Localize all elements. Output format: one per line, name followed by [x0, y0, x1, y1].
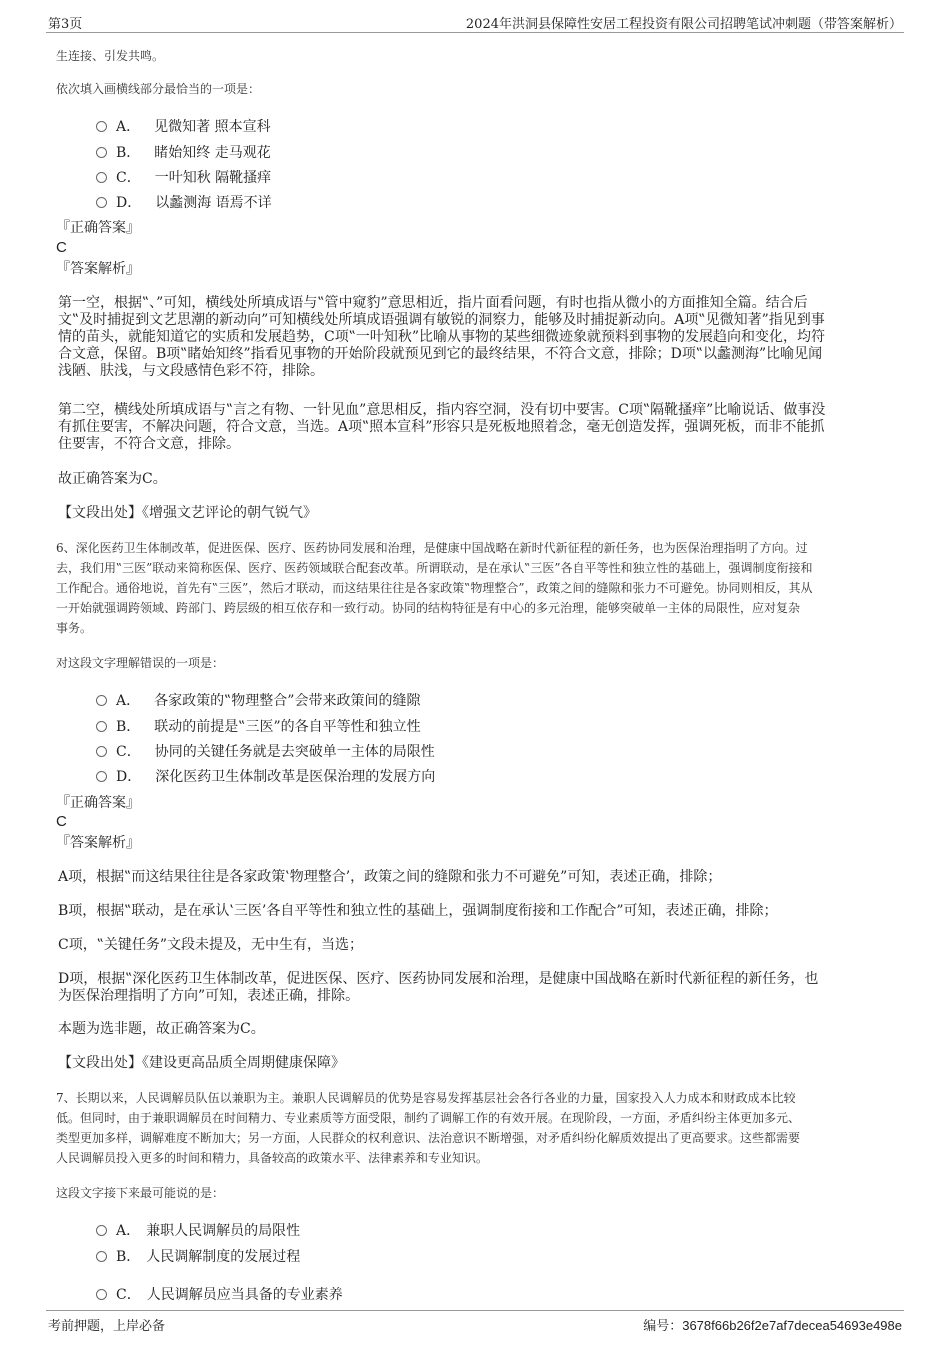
- radio-icon[interactable]: [96, 721, 107, 732]
- q7-stem: 7、长期以来，人民调解员队伍以兼职为主。兼职人民调解员的优势是容易发挥基层社会各行各业的力量，国家投入人力成本和财政成本比较 低。但同时，由于兼职调解员在时间精力、专业素质等方面受限，制约了调解工作的有效开展。在现阶段，一方面，矛盾纠纷主体更加多元、 类型更加多样，调解难度不断加大；另一方面，人民群众的权利意识、法治意识不断增强，对矛盾纠纷化解质效提出了更高要求。这些都需要 人民调解员投入更多的时间和精力，具备较高的政策水平、法律素养和专业知识。: [56, 1091, 801, 1165]
- document-id: 编号：3678f66b26f2e7af7decea54693e498e: [643, 1318, 902, 1333]
- q6-analysis-c: C项，‟关键任务”文段未提及，无中生有，当选；: [58, 937, 364, 953]
- page-header: [46, 10, 904, 33]
- q6-analysis-d: D项，根据‟深化医药卫生体制改革，促进医保、医疗、医药协同发展和治理，是健康中国战略在新时代新征程的新任务，也 为医保治理指明了方向”可知，表述正确，排除。: [58, 971, 819, 1004]
- q6-stem: 6、深化医药卫生体制改革，促进医保、医疗、医药协同发展和治理，是健康中国战略在新时代新征程的新任务，也为医保治理指明了方向。过 去，我们用‟三医”联动来简称医保、医疗、医药领域联合配套改革。所谓联动，是在承认‟三医”各自平等性和独立性的基础上，强调制度衔接和 工作配合。通俗地说，首先有‟三医”，然后才联动，而这结果往往是各家政策‟物理整合”，政策之间的缝隙和张力不可避免。协同则相反，其从 一开始就强调跨领域、跨部门、跨层级的相互依存和一致行动。协同的结构特征是有中心的多元治理，能够突破单一主体的局限性，应对复杂 事务。: [56, 541, 813, 635]
- q7-option-c[interactable]: C． 人民调解员应当具备的专业素养: [96, 1284, 343, 1304]
- q5-option-d[interactable]: D． 以蠡测海 语焉不详: [96, 192, 272, 212]
- radio-icon[interactable]: [96, 746, 107, 757]
- radio-icon[interactable]: [96, 197, 107, 208]
- q5-prompt: 依次填入画横线部分最恰当的一项是：: [56, 82, 261, 96]
- q5-stem-tail: 生连接、引发共鸣。: [56, 49, 165, 63]
- radio-icon[interactable]: [96, 1251, 107, 1262]
- q6-analysis-b: B项，根据‟联动，是在承认‛三医’各自平等性和独立性的基础上，强调制度衔接和工作配合”可知，表述正确，排除；: [58, 903, 778, 919]
- q5-analysis-para2: 第二空，横线处所填成语与‟言之有物、一针见血”意思相反，指内容空洞，没有切中要害。C项‟隔靴搔痒”比喻说话、做事没 有抓住要害，不解决问题，符合文意，当选。A项‟照本宣科”形容只是死板地照着念，毫无创造发挥，强调死板，而非不能抓 住要害，不符合文意，排除。: [58, 402, 826, 452]
- radio-icon[interactable]: [96, 172, 107, 183]
- document-title: 2024年洪洞县保障性安居工程投资有限公司招聘笔试冲刺题（带答案解析）: [465, 17, 902, 32]
- q7-option-b[interactable]: B． 人民调解制度的发展过程: [96, 1246, 300, 1266]
- q5-option-a[interactable]: A． 见微知著 照本宣科: [96, 116, 271, 136]
- radio-icon[interactable]: [96, 1289, 107, 1300]
- q6-answer: C: [56, 813, 67, 830]
- q7-prompt: 这段文字接下来最可能说的是：: [56, 1186, 225, 1200]
- q5-option-b[interactable]: B． 睹始知终 走马观花: [96, 142, 271, 162]
- q5-source: 【文段出处】《增强文艺评论的朝气锐气》: [58, 505, 317, 521]
- page-number: 第3页: [48, 17, 83, 32]
- q5-analysis-para1: 第一空，根据‟、”可知，横线处所填成语与‟管中窥豹”意思相近，指片面看问题，有时也指从微小的方面推知全篇。结合后 文‟及时捕捉到文艺思潮的新动向”可知横线处所填成语强调有敏锐的洞察力，能够及时捕捉新动向。A项‟见微知著”指见到事 情的苗头，就能知道它的实质和发展趋势，C项‟一叶知秋”比喻从事物的某些细微迹象就预料到事物的发展趋向和变化，均符 合文意，保留。B项‟睹始知终”指看见事物的开始阶段就预见到它的最终结果，不符合文意，排除；D项‟以蠡测海”比喻见闻 浅陋、肤浅，与文段感情色彩不符，排除。: [58, 295, 826, 379]
- radio-icon[interactable]: [96, 147, 107, 158]
- q6-prompt: 对这段文字理解错误的一项是：: [56, 656, 225, 670]
- q6-answer-label: 『正确答案』: [56, 795, 140, 811]
- q6-conclusion: 本题为选非题，故正确答案为C。: [58, 1021, 265, 1037]
- q6-option-a[interactable]: A． 各家政策的‟物理整合”会带来政策间的缝隙: [96, 690, 420, 710]
- q5-answer: C: [56, 239, 67, 256]
- q6-analysis-label: 『答案解析』: [56, 835, 140, 851]
- radio-icon[interactable]: [96, 121, 107, 132]
- radio-icon[interactable]: [96, 771, 107, 782]
- q7-option-a[interactable]: A． 兼职人民调解员的局限性: [96, 1220, 300, 1240]
- q6-option-d[interactable]: D． 深化医药卫生体制改革是医保治理的发展方向: [96, 766, 435, 786]
- radio-icon[interactable]: [96, 695, 107, 706]
- q5-answer-label: 『正确答案』: [56, 220, 140, 236]
- q6-option-b[interactable]: B． 联动的前提是‟三医”的各自平等性和独立性: [96, 716, 421, 736]
- q6-option-c[interactable]: C． 协同的关键任务就是去突破单一主体的局限性: [96, 741, 435, 761]
- q5-analysis-label: 『答案解析』: [56, 261, 140, 277]
- footer-slogan: 考前押题，上岸必备: [48, 1319, 166, 1334]
- radio-icon[interactable]: [96, 1225, 107, 1236]
- q6-source: 【文段出处】《建设更高品质全周期健康保障》: [58, 1055, 345, 1071]
- page-footer: [46, 1310, 904, 1335]
- q5-option-c[interactable]: C． 一叶知秋 隔靴搔痒: [96, 167, 271, 187]
- q5-conclusion: 故正确答案为C。: [58, 471, 167, 487]
- q6-analysis-a: A项，根据‟而这结果往往是各家政策‛物理整合’，政策之间的缝隙和张力不可避免”可知，表述正确，排除；: [58, 869, 722, 885]
